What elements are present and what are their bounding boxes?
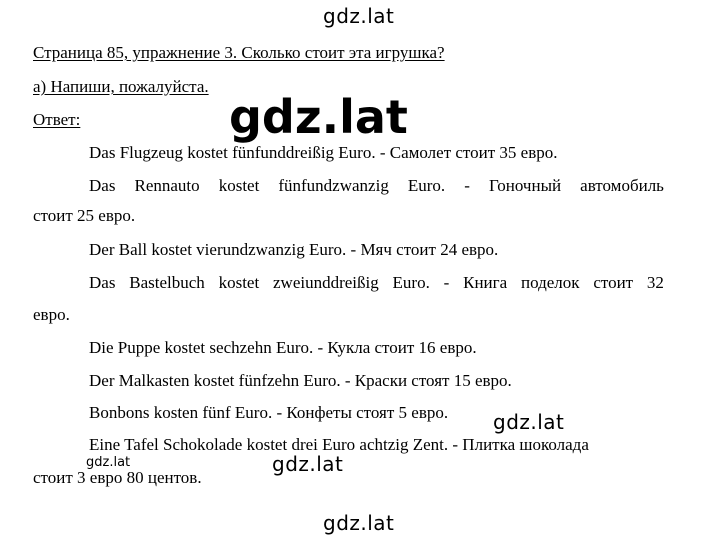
- answer-line-8: Eine Tafel Schokolade kostet drei Euro achtzig Zent. - Плитка шоколада: [89, 435, 589, 454]
- answer-line-2-continued: стоит 25 евро.: [33, 206, 136, 225]
- answer-line-2: [89, 176, 664, 196]
- answer-line-3: Der Ball kostet vierundzwanzig Euro. - Мяч стоит 24 евро.: [89, 240, 499, 259]
- word: kostet: [218, 273, 260, 292]
- watermark-small-left: gdz.lat: [86, 455, 131, 470]
- exercise-title: Страница 85, упражнение 3. Сколько стоит эта игрушка?: [33, 43, 445, 62]
- word: kostet: [218, 176, 260, 195]
- answer-line-1: Das Flugzeug kostet fünfunddreißig Euro. - Самолет стоит 35 евро.: [89, 143, 558, 162]
- word: Das: [89, 273, 116, 292]
- word: fünfundzwanzig: [278, 176, 389, 195]
- word: Rennauto: [134, 176, 200, 195]
- answer-line-5: Die Puppe kostet sechzehn Euro. - Кукла стоит 16 евро.: [89, 338, 477, 357]
- watermark-large: gdz.lat: [229, 90, 408, 144]
- word: 32: [646, 273, 664, 292]
- word: Das: [89, 176, 116, 195]
- answer-label: Ответ:: [33, 110, 81, 129]
- answer-line-4-continued: евро.: [33, 305, 70, 324]
- word: поделок: [520, 273, 580, 292]
- word: -: [443, 273, 450, 292]
- watermark-center: gdz.lat: [272, 452, 344, 476]
- word: Bastelbuch: [129, 273, 205, 292]
- watermark-middle-right: gdz.lat: [493, 410, 565, 434]
- watermark-bottom: gdz.lat: [323, 511, 395, 535]
- task-instruction: а) Напиши, пожалуйста.: [33, 77, 209, 96]
- word: -: [464, 176, 470, 195]
- word: стоит: [593, 273, 634, 292]
- word: Euro.: [392, 273, 430, 292]
- answer-line-8-continued: стоит 3 евро 80 центов.: [33, 468, 202, 487]
- word: zweiunddreißig: [273, 273, 379, 292]
- word: Книга: [463, 273, 508, 292]
- word: автомобиль: [580, 176, 664, 195]
- word: Гоночный: [488, 176, 562, 195]
- answer-line-7: Bonbons kosten fünf Euro. - Конфеты стоят 5 евро.: [89, 403, 449, 422]
- answer-line-6: Der Malkasten kostet fünfzehn Euro. - Краски стоят 15 евро.: [89, 371, 512, 390]
- answer-line-4: [89, 273, 664, 293]
- watermark-top: gdz.lat: [323, 4, 395, 28]
- word: Euro.: [407, 176, 446, 195]
